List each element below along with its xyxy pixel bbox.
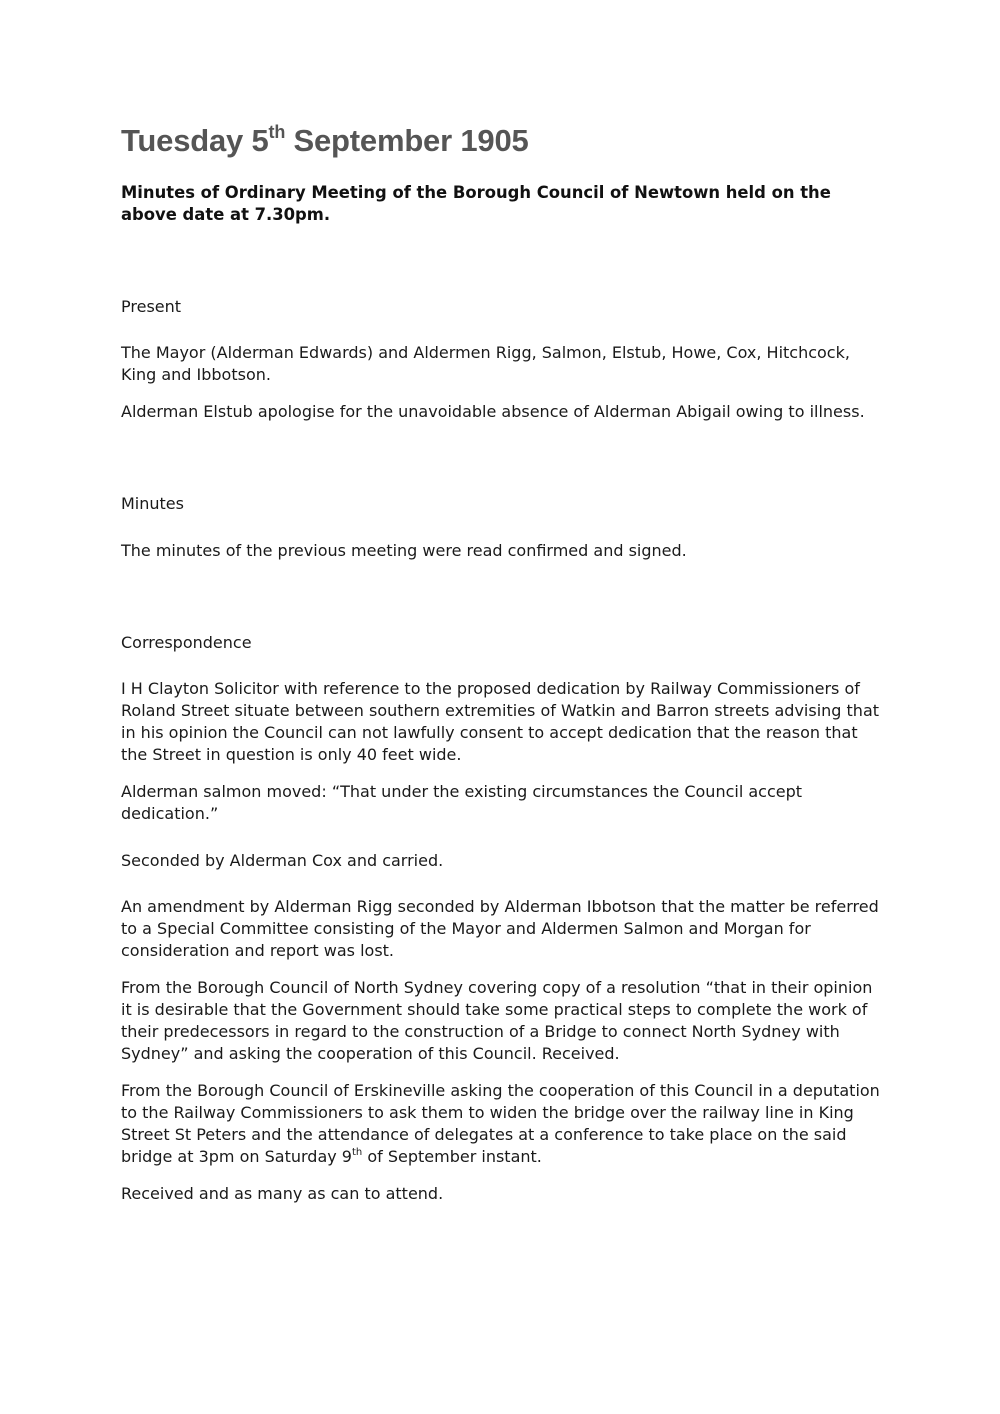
erskineville-paragraph xyxy=(121,1080,881,1168)
erskineville-ordinal-suffix: th xyxy=(351,1147,363,1158)
document-page xyxy=(121,122,881,1205)
seconded-paragraph: Seconded by Alderman Cox and carried. xyxy=(121,851,444,870)
attendance-paragraph: Received and as many as can to attend. xyxy=(121,1184,444,1203)
correspondence-heading: Correspondence xyxy=(121,633,252,652)
correspondence-clayton-paragraph: I H Clayton Solicitor with reference to the proposed dedication by Railway Commissioners of Roland Street situate between southern extremities of Watkin and Barron streets advising that in his opinion the Council can not lawfully consent to accept dedication that the reason that the Street in question is only 40 feet wide. xyxy=(121,679,880,764)
erskineville-text-end: of September instant. xyxy=(362,1147,542,1166)
apology-paragraph: Alderman Elstub apologise for the unavoidable absence of Alderman Abigail owing to illness. xyxy=(121,402,865,421)
title-date-prefix: Tuesday 5 xyxy=(121,123,269,158)
page-title xyxy=(121,122,881,160)
title-ordinal-suffix: th xyxy=(268,122,286,142)
salmon-motion-paragraph: Alderman salmon moved: “That under the existing circumstances the Council accept dedication.” xyxy=(121,782,803,823)
erskineville-text: From the Borough Council of Erskineville asking the cooperation of this Council in a deputation to the Railway Commissioners to ask them to widen the bridge over the railway line in King Street St Peters and the attendance of delegates at a conference to take place on the said bridge at 3pm on Saturday 9 xyxy=(121,1081,880,1166)
title-date-suffix: September 1905 xyxy=(285,123,529,158)
north-sydney-paragraph: From the Borough Council of North Sydney covering copy of a resolution “that in their opinion it is desirable that the Government should take some practical steps to complete the work of their predecessors in regard to the construction of a Bridge to connect North Sydney with Sydney” and asking the cooperation of this Council. Received. xyxy=(121,978,873,1063)
minutes-paragraph: The minutes of the previous meeting were read confirmed and signed. xyxy=(121,541,687,560)
meeting-subtitle: Minutes of Ordinary Meeting of the Borough Council of Newtown held on the above date at 7.30pm. xyxy=(121,183,831,224)
present-attendees: The Mayor (Alderman Edwards) and Aldermen Rigg, Salmon, Elstub, Howe, Cox, Hitchcock, King and Ibbotson. xyxy=(121,343,850,384)
minutes-heading: Minutes xyxy=(121,494,184,513)
amendment-paragraph: An amendment by Alderman Rigg seconded by Alderman Ibbotson that the matter be referred to a Special Committee consisting of the Mayor and Aldermen Salmon and Morgan for consideration and report was lost. xyxy=(121,897,879,960)
present-heading: Present xyxy=(121,297,182,316)
